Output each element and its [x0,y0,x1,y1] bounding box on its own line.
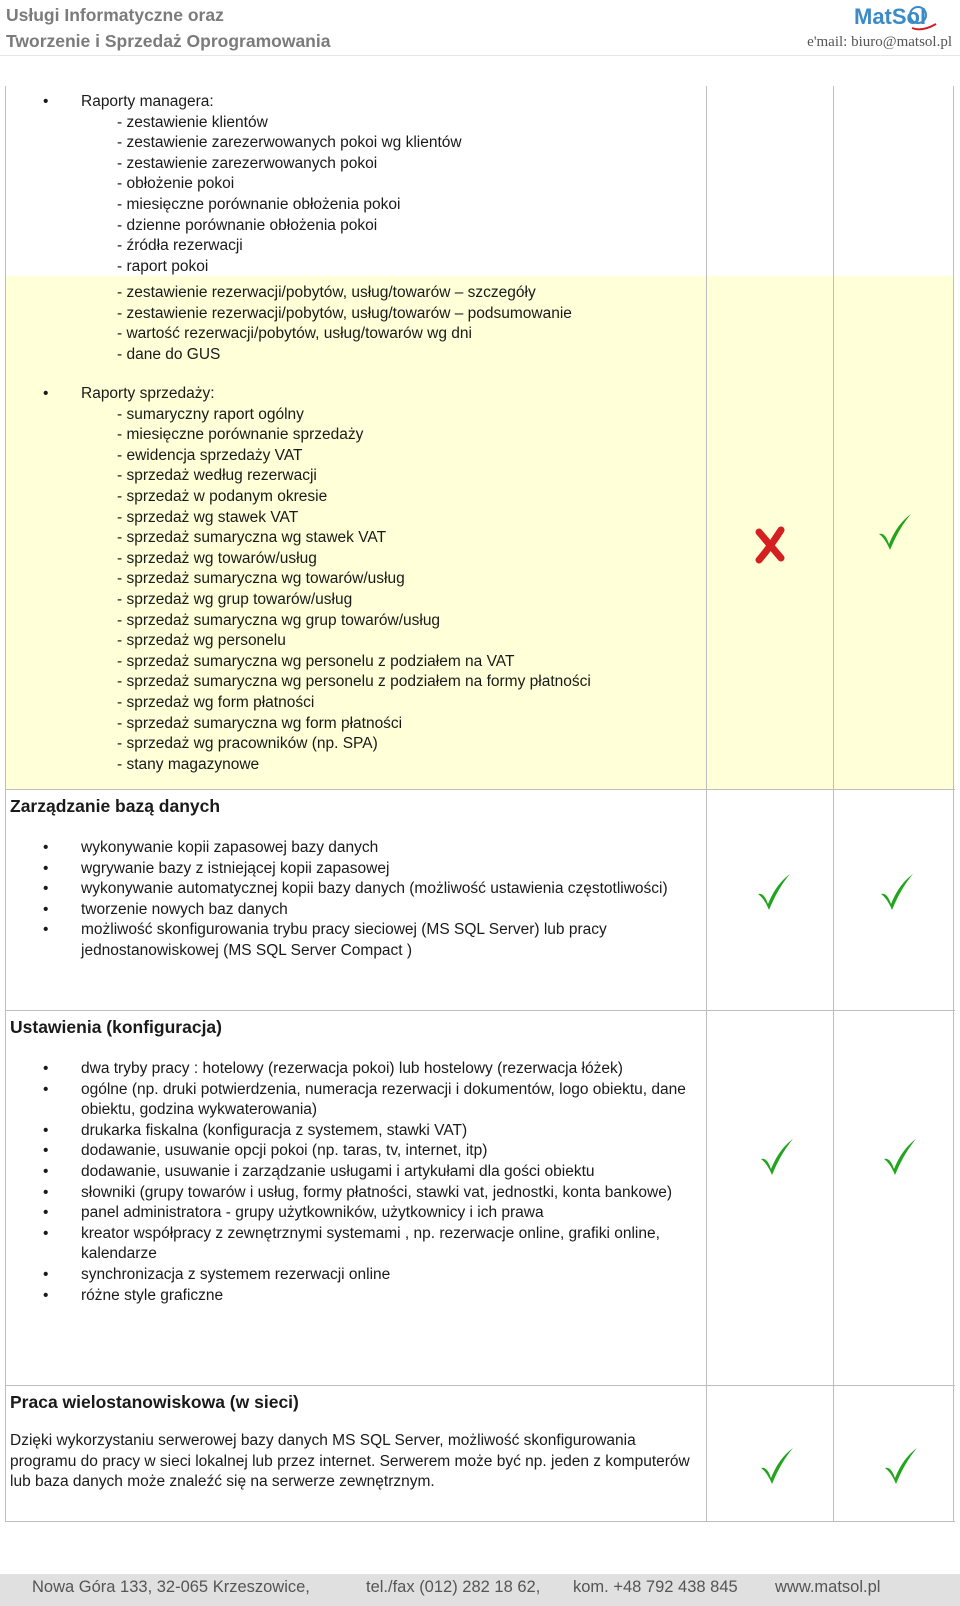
list-item: - sprzedaż wg form płatności [117,693,315,711]
list-item: - sprzedaż wg personelu [117,632,286,650]
cross-icon [751,524,791,568]
list-item: - ewidencja sprzedaży VAT [117,446,303,464]
list-item: - miesięczne porównanie sprzedaży [117,426,364,444]
check-icon [881,1444,921,1488]
list-item: - sprzedaż wg pracowników (np. SPA) [117,735,378,753]
reports-manager-list-a [5,113,705,278]
reports-manager-heading: • Raporty managera: [5,92,705,113]
list-item: - zestawienie zarezerwowanych pokoi wg klientów [117,134,462,152]
logo-text: MatSol [854,4,927,29]
reports-manager-list-b [5,283,705,365]
list-item: • synchronizacja z systemem rezerwacji online [5,1265,695,1286]
settings-heading: Ustawienia (konfiguracja) [10,1017,222,1037]
list-item: - obłożenie pokoi [117,175,235,193]
list-item: - sprzedaż sumaryczna wg personelu z podziałem na formy płatności [117,673,591,691]
reports-sales-heading: • Raporty sprzedaży: [5,384,705,405]
list-item: - źródła rezerwacji [117,237,243,255]
list-item: - sprzedaż sumaryczna wg grup towarów/usług [117,611,441,629]
list-item: • dodawanie, usuwanie opcji pokoi (np. taras, tv, internet, itp) [5,1141,695,1162]
company-title [6,2,330,54]
footer-phone: tel./fax (012) 282 18 62, [366,1578,541,1596]
list-item: • dodawanie, usuwanie i zarządzanie usługami i artykułami dla gości obiektu [5,1162,695,1183]
network-description: Dzięki wykorzystaniu serwerowej bazy danych MS SQL Server, możliwość skonfigurowania programu do pracy w sieci lokalnej lub przez internet. Serwerem może być np. jeden z komputerów lub baza danych może znaleźć się na serwerze zewnętrznym. [10,1432,690,1491]
row-network [5,1386,955,1522]
list-item: • wykonywanie kopii zapasowej bazy danych [5,838,695,859]
header-divider [0,55,960,56]
list-item: - miesięczne porównanie obłożenia pokoi [117,195,401,213]
list-item: • możliwość skonfigurowania trybu pracy sieciowej (MS SQL Server) lub pracy jednostanowiskowej (MS SQL Server Compact ) [5,920,695,961]
feature-table [5,86,955,1522]
list-item: • wgrywanie bazy z istniejącej kopii zapasowej [5,859,695,880]
list-item: - raport pokoi [117,257,209,275]
check-icon [880,1135,920,1179]
list-item: • ogólne (np. druki potwierdzenia, numeracja rezerwacji i dokumentów, logo obiektu, dane obiektu, godzina wykwaterowania) [5,1080,695,1121]
company-title-line2: Tworzenie i Sprzedaż Oprogramowania [6,31,331,51]
list-item: - dzienne porównanie obłożenia pokoi [117,216,378,234]
list-item: - zestawienie zarezerwowanych pokoi [117,154,378,172]
page-header [0,0,960,56]
list-item: - sumaryczny raport ogólny [117,405,304,423]
check-icon [877,870,917,914]
reports-sales-list [5,405,705,776]
list-item: - sprzedaż wg grup towarów/usług [117,590,353,608]
check-icon [757,1444,797,1488]
list-item: • dwa tryby pracy : hotelowy (rezerwacja pokoi) lub hostelowy (rezerwacja łóżek) [5,1059,695,1080]
list-item: - stany magazynowe [117,755,260,773]
row-database [5,790,955,1011]
matsol-logo [852,2,948,32]
check-icon [875,510,915,554]
list-item: - wartość rezerwacji/pobytów, usług/towarów wg dni [117,325,472,343]
check-icon [757,1135,797,1179]
footer-address: Nowa Góra 133, 32-065 Krzeszowice, [32,1578,310,1596]
list-item: - sprzedaż w podanym okresie [117,487,328,505]
list-item: - zestawienie klientów [117,113,268,131]
list-item: - sprzedaż sumaryczna wg form płatności [117,714,403,732]
company-title-line1: Usługi Informatyczne oraz [6,5,224,25]
list-item: - sprzedaż wg stawek VAT [117,508,299,526]
list-item: - zestawienie rezerwacji/pobytów, usług/towarów – podsumowanie [117,304,572,322]
list-item: • kreator współpracy z zewnętrznymi systemami , np. rezerwacje online, grafiki online, kalendarze [5,1224,695,1265]
list-item: • słowniki (grupy towarów i usług, formy płatności, stawki vat, jednostki, konta bankowe) [5,1183,695,1204]
network-heading: Praca wielostanowiskowa (w sieci) [10,1392,299,1412]
list-item: - sprzedaż według rezerwacji [117,467,317,485]
list-item: • tworzenie nowych baz danych [5,900,695,921]
list-item: - sprzedaż sumaryczna wg towarów/usług [117,570,405,588]
list-item: - sprzedaż wg towarów/usług [117,549,317,567]
check-icon [754,870,794,914]
row-settings [5,1011,955,1386]
row-reports [5,86,955,790]
list-item: - zestawienie rezerwacji/pobytów, usług/towarów – szczegóły [117,284,536,301]
footer-mobile: kom. +48 792 438 845 [573,1578,738,1596]
list-item: • różne style graficzne [5,1286,695,1307]
list-item: • drukarka fiskalna (konfiguracja z systemem, stawki VAT) [5,1121,695,1142]
list-item: - dane do GUS [117,345,221,363]
header-email: e'mail: biuro@matsol.pl [807,34,952,50]
footer-website-link[interactable]: www.matsol.pl [775,1578,881,1596]
list-item: - sprzedaż sumaryczna wg stawek VAT [117,529,387,547]
list-item: - sprzedaż sumaryczna wg personelu z podziałem na VAT [117,652,515,670]
database-heading: Zarządzanie bazą danych [10,796,221,816]
list-item: • panel administratora - grupy użytkowników, użytkownicy i ich prawa [5,1203,695,1224]
list-item: • wykonywanie automatycznej kopii bazy danych (możliwość ustawienia częstotliwości) [5,879,695,900]
page-footer [0,1574,960,1606]
